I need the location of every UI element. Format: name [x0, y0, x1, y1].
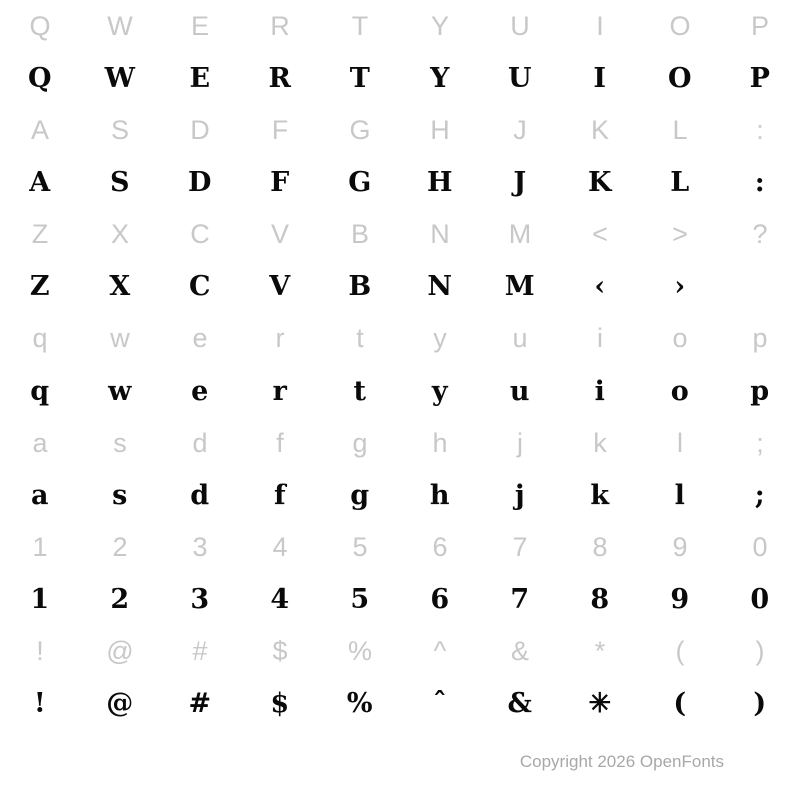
glyph-cell-reference: p [752, 323, 768, 354]
glyph-cell-reference: e [192, 323, 208, 354]
glyph-cell-reference: 7 [512, 531, 528, 562]
glyph-cell-sample: ! [33, 688, 47, 720]
glyph-cell-sample: Q [27, 62, 53, 94]
glyph-cell-sample: E [189, 62, 211, 94]
glyph-cell-sample: w [108, 375, 132, 407]
glyph-cell-reference: ^ [433, 636, 447, 667]
glyph-cell-sample: ˆ [433, 688, 447, 720]
glyph-cell-reference: H [430, 114, 450, 145]
glyph-cell-reference: N [430, 219, 450, 250]
glyph-cell-sample: T [349, 62, 371, 94]
glyph-cell-sample: g [350, 479, 370, 511]
glyph-cell-sample: k [590, 479, 610, 511]
glyph-cell-sample: R [268, 62, 292, 94]
glyph-cell-sample: ‹ [594, 271, 606, 303]
glyph-cell-reference: ( [675, 636, 685, 667]
glyph-cell-reference: ; [756, 427, 764, 458]
glyph-cell-sample: P [749, 62, 771, 94]
glyph-cell-sample: O [667, 62, 693, 94]
glyph-cell-reference: 3 [192, 531, 208, 562]
glyph-cell-sample: e [191, 375, 209, 407]
glyph-cell-reference: > [672, 219, 688, 250]
glyph-cell-sample: u [509, 375, 531, 407]
glyph-cell-sample: 3 [190, 584, 210, 616]
glyph-cell-sample: t [353, 375, 367, 407]
glyph-cell-sample: L [670, 166, 690, 198]
glyph-cell-sample: J [513, 166, 527, 198]
glyph-cell-reference: w [110, 323, 130, 354]
glyph-cell-sample: 0 [750, 584, 770, 616]
glyph-cell-sample: j [514, 479, 526, 511]
glyph-cell-sample: 4 [270, 584, 290, 616]
glyph-cell-reference: I [596, 10, 604, 41]
glyph-cell-sample: @ [106, 688, 134, 720]
glyph-cell-sample: U [507, 62, 533, 94]
glyph-cell-sample: ) [753, 688, 767, 720]
glyph-cell-sample: r [272, 375, 288, 407]
glyph-cell-reference: 8 [592, 531, 608, 562]
glyph-cell-reference: A [30, 114, 49, 145]
glyph-cell-sample: 1 [30, 584, 50, 616]
glyph-cell-sample: o [670, 375, 690, 407]
glyph-cell-sample: l [674, 479, 686, 511]
glyph-cell-reference: q [32, 323, 48, 354]
glyph-cell-sample: W [104, 62, 136, 94]
glyph-cell-sample: ; [754, 479, 766, 511]
glyph-cell-sample: F [270, 166, 290, 198]
glyph-cell-reference: d [192, 427, 208, 458]
glyph-cell-sample: N [427, 271, 453, 303]
glyph-cell-sample: G [348, 166, 372, 198]
glyph-cell-reference: W [107, 10, 133, 41]
glyph-cell-sample: K [588, 166, 612, 198]
glyph-cell-sample: 2 [110, 584, 130, 616]
glyph-cell-reference: U [510, 10, 530, 41]
glyph-cell-reference: 9 [672, 531, 688, 562]
glyph-cell-sample: ✳ [588, 688, 612, 720]
glyph-cell-reference: L [672, 114, 688, 145]
glyph-cell-sample: M [504, 271, 536, 303]
glyph-cell-reference: X [110, 219, 129, 250]
glyph-cell-reference: * [594, 636, 606, 667]
glyph-cell-reference: 5 [352, 531, 368, 562]
glyph-cell-reference: f [276, 427, 284, 458]
glyph-cell-reference: R [270, 10, 290, 41]
glyph-cell-reference: : [756, 114, 764, 145]
glyph-cell-sample: : [754, 166, 766, 198]
glyph-cell-reference: O [669, 10, 691, 41]
glyph-cell-reference: & [510, 636, 529, 667]
glyph-cell-reference: ? [752, 219, 768, 250]
glyph-cell-sample: Y [430, 62, 450, 94]
glyph-cell-sample: 9 [670, 584, 690, 616]
glyph-cell-reference: Q [29, 10, 51, 41]
glyph-cell-reference: 6 [432, 531, 448, 562]
glyph-cell-sample [720, 261, 800, 313]
glyph-cell-sample: y [431, 375, 449, 407]
glyph-cell-reference: F [271, 114, 289, 145]
glyph-cell-reference: g [352, 427, 368, 458]
glyph-cell-sample: H [426, 166, 453, 198]
glyph-cell-reference: t [356, 323, 364, 354]
glyph-cell-reference: 2 [112, 531, 128, 562]
glyph-cell-reference: G [349, 114, 371, 145]
glyph-cell-sample: h [429, 479, 451, 511]
glyph-cell-sample: I [593, 62, 607, 94]
glyph-cell-reference: @ [106, 636, 134, 667]
copyright-notice: Copyright 2026 OpenFonts [519, 752, 724, 771]
glyph-cell-reference: 1 [32, 531, 48, 562]
glyph-cell-reference: h [432, 427, 448, 458]
glyph-cell-sample: i [594, 375, 606, 407]
glyph-cell-sample: 6 [430, 584, 450, 616]
glyph-cell-reference: r [275, 323, 285, 354]
glyph-cell-sample: 5 [350, 584, 370, 616]
glyph-cell-reference: y [433, 323, 447, 354]
glyph-cell-sample: ( [673, 688, 687, 720]
glyph-cell-reference: < [592, 219, 608, 250]
glyph-cell-reference: 4 [272, 531, 288, 562]
glyph-cell-sample: Z [29, 271, 51, 303]
glyph-cell-reference: l [677, 427, 683, 458]
glyph-cell-reference: $ [272, 636, 288, 667]
glyph-cell-reference: o [672, 323, 688, 354]
glyph-cell-reference: P [750, 10, 769, 41]
glyph-cell-sample: d [190, 479, 210, 511]
glyph-cell-reference: J [513, 114, 527, 145]
glyph-cell-reference: s [113, 427, 127, 458]
glyph-cell-sample: $ [270, 688, 290, 720]
glyph-cell-sample: A [29, 166, 51, 198]
glyph-cell-reference: k [593, 427, 607, 458]
glyph-cell-reference: Y [430, 10, 449, 41]
glyph-cell-reference: D [190, 114, 210, 145]
glyph-cell-reference: # [192, 636, 208, 667]
glyph-cell-sample: C [189, 271, 211, 303]
glyph-cell-reference: M [508, 219, 532, 250]
glyph-cell-reference: C [190, 219, 210, 250]
glyph-cell-sample: › [674, 271, 686, 303]
glyph-cell-reference: B [350, 219, 369, 250]
glyph-cell-sample: X [109, 271, 131, 303]
glyph-cell-reference: ! [36, 636, 44, 667]
glyph-cell-sample: D [188, 166, 212, 198]
glyph-cell-sample: a [31, 479, 49, 511]
glyph-cell-reference: a [32, 427, 48, 458]
glyph-cell-reference: ) [755, 636, 765, 667]
glyph-cell-reference: Z [31, 219, 49, 250]
glyph-cell-reference: % [347, 636, 372, 667]
glyph-cell-sample: B [348, 271, 372, 303]
glyph-cell-reference: u [512, 323, 528, 354]
glyph-cell-sample: % [346, 688, 374, 720]
glyph-cell-reference: 0 [752, 531, 768, 562]
glyph-cell-sample: f [273, 479, 287, 511]
glyph-cell-sample: V [269, 271, 291, 303]
glyph-cell-reference: T [351, 10, 369, 41]
glyph-cell-reference: V [270, 219, 289, 250]
glyph-cell-reference: K [590, 114, 609, 145]
glyph-cell-sample: S [110, 166, 130, 198]
glyph-cell-sample: q [30, 375, 50, 407]
glyph-cell-reference: E [190, 10, 209, 41]
glyph-cell-reference: i [597, 323, 603, 354]
glyph-cell-sample: # [188, 688, 212, 720]
glyph-cell-sample: 7 [510, 584, 530, 616]
glyph-cell-sample: p [750, 375, 770, 407]
glyph-cell-sample: s [112, 479, 128, 511]
glyph-cell-sample: 8 [590, 584, 610, 616]
glyph-cell-reference: j [517, 427, 523, 458]
glyph-cell-sample: & [507, 688, 533, 720]
glyph-cell-reference: S [110, 114, 129, 145]
